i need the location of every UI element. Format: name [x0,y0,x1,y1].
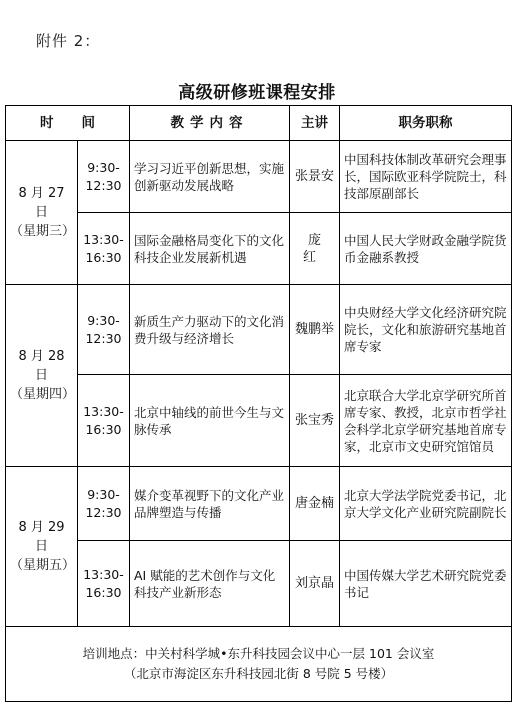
time-start: 9:30- [87,486,120,502]
table-row [6,213,512,285]
time-start: 13:30- [83,403,124,419]
date-text: 8 月 28 日 [18,349,65,383]
date-cell [6,285,78,467]
training-location-cell [6,627,512,702]
time-cell [78,285,130,375]
table-row [6,467,512,541]
lecturer-cell: 刘京晶 [290,541,340,627]
attachment-label: 附件 2： [36,32,101,50]
content-cell: 国际金融格局变化下的文化科技企业发展新机遇 [130,213,290,285]
position-cell: 中央财经大学文化经济研究院院长，文化和旅游研究基地首席专家 [340,285,512,375]
date-text: 8 月 29 日 [18,520,65,554]
table-row [6,541,512,627]
time-start: 13:30- [83,566,124,582]
header-row [6,106,512,141]
position-cell: 中国人民大学财政金融学院货币金融系教授 [340,213,512,285]
content-cell: 媒介变革视野下的文化产业品牌塑造与传播 [130,467,290,541]
position-cell: 北京大学法学院党委书记，北京大学文化产业研究院副院长 [340,467,512,541]
training-address: （北京市海淀区东升科技园北街 8 号院 5 号楼） [123,666,394,681]
time-cell [78,541,130,627]
content-cell: AI 赋能的艺术创作与文化科技产业新形态 [130,541,290,627]
document-title: 高级研修班课程安排 [178,83,336,103]
time-end: 12:30 [85,330,122,346]
lecturer-cell: 张宝秀 [290,375,340,467]
content-cell: 新质生产力驱动下的文化消费升级与经济增长 [130,285,290,375]
time-cell [78,141,130,213]
table-row [6,285,512,375]
weekday-text: （星期五） [10,558,76,573]
time-end: 16:30 [85,421,122,437]
content-cell: 学习习近平创新思想，实施创新驱动发展战略 [130,141,290,213]
header-content: 教学内容 [130,106,290,141]
time-cell [78,213,130,285]
time-cell [78,467,130,541]
schedule-table [5,105,512,702]
position-cell: 中国科技体制改革研究会理事长，国际欧亚科学院院士，科技部原副部长 [340,141,512,213]
time-end: 16:30 [85,249,122,265]
header-position: 职务职称 [340,106,512,141]
lecturer-cell: 唐金楠 [290,467,340,541]
time-end: 16:30 [85,584,122,600]
table-row [6,375,512,467]
lecturer-cell: 庞 红 [290,213,340,285]
lecturer-cell: 魏鹏举 [290,285,340,375]
header-lecturer: 主讲 [290,106,340,141]
position-cell: 北京联合大学北京学研究所首席专家、教授，北京市哲学社会科学北京学研究基地首席专家，北京市文史研究馆馆员 [340,375,512,467]
footer-row [6,627,512,702]
time-cell [78,375,130,467]
time-start: 13:30- [83,231,124,247]
position-cell: 中国传媒大学艺术研究院党委书记 [340,541,512,627]
training-location: 培训地点：中关村科学城•东升科技园会议中心一层 101 会议室 [82,646,435,661]
time-start: 9:30- [87,159,120,175]
lecturer-cell: 张景安 [290,141,340,213]
time-start: 9:30- [87,312,120,328]
date-text: 8 月 27 日 [18,186,65,220]
table-row [6,141,512,213]
weekday-text: （星期四） [10,387,76,402]
date-cell [6,141,78,285]
date-cell [6,467,78,627]
time-end: 12:30 [85,177,122,193]
header-time: 时间 [6,106,130,141]
weekday-text: （星期三） [10,224,76,239]
content-cell: 北京中轴线的前世今生与文脉传承 [130,375,290,467]
time-end: 12:30 [85,504,122,520]
